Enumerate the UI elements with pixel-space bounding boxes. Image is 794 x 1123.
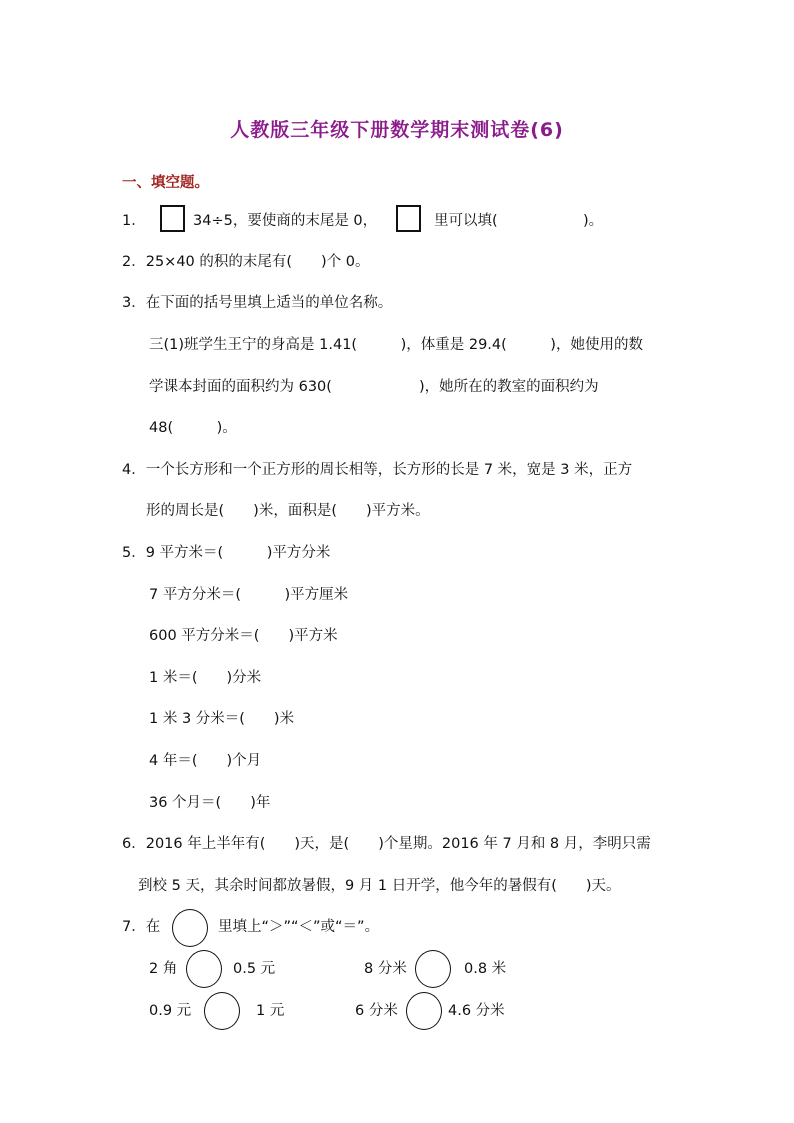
q1-number: 1． — [122, 213, 146, 229]
q3-line-1: 三(1)班学生王宁的身高是 1.41( )，体重是 29.4( )，她使用的数 — [149, 337, 643, 353]
q1-text-c: )。 — [583, 213, 604, 229]
q6-line-1: 6．2016 年上半年有( )天，是( )个星期。2016 年 7 月和 8 月，李明只需 — [122, 836, 651, 852]
q7-number: 7．在 — [122, 919, 161, 935]
q5-line-7: 36 个月＝( )年 — [149, 795, 271, 811]
q7-instruction: 里填上“＞”“＜”或“＝”。 — [218, 919, 380, 935]
q1-answer-box-2[interactable] — [396, 205, 421, 232]
q1-text-a: 34÷5，要使商的末尾是 0， — [193, 213, 378, 229]
q4-line-1: 4．一个长方形和一个正方形的周长相等，长方形的长是 7 米，宽是 3 米，正方 — [122, 462, 633, 478]
q7-d-compare-circle[interactable] — [406, 992, 442, 1030]
page-title: 人教版三年级下册数学期末测试卷(6) — [230, 119, 564, 141]
q5-line-2: 7 平方分米＝( )平方厘米 — [149, 587, 349, 603]
q7-a-compare-circle[interactable] — [186, 950, 222, 988]
q5-line-5: 1 米 3 分米＝( )米 — [149, 711, 295, 727]
section-heading-fill-in: 一、填空题。 — [122, 175, 209, 191]
q6-line-2: 到校 5 天，其余时间都放暑假，9 月 1 日开学，他今年的暑假有( )天。 — [138, 878, 621, 894]
q7-a-right: 0.5 元 — [233, 961, 276, 977]
q7-d-right: 4.6 分米 — [448, 1003, 505, 1019]
q5-line-1: 5．9 平方米＝( )平方分米 — [122, 545, 331, 561]
q4-line-2: 形的周长是( )米，面积是( )平方米。 — [146, 503, 430, 519]
q3-line-3: 48( )。 — [149, 420, 237, 436]
q7-c-compare-circle[interactable] — [204, 992, 240, 1030]
q3-heading: 3．在下面的括号里填上适当的单位名称。 — [122, 295, 393, 311]
q7-c-left: 0.9 元 — [149, 1003, 192, 1019]
q7-b-right: 0.8 米 — [464, 961, 507, 977]
q7-c-right: 1 元 — [256, 1003, 285, 1019]
q7-a-left: 2 角 — [149, 961, 178, 977]
q2-text: 2．25×40 的积的末尾有( )个 0。 — [122, 254, 370, 270]
q1-text-b: 里可以填( — [434, 213, 498, 229]
q7-b-left: 8 分米 — [364, 961, 407, 977]
q7-example-circle — [172, 909, 208, 947]
q7-d-left: 6 分米 — [355, 1003, 398, 1019]
q5-line-6: 4 年＝( )个月 — [149, 753, 262, 769]
q5-line-3: 600 平方分米＝( )平方米 — [149, 628, 338, 644]
q7-b-compare-circle[interactable] — [415, 950, 451, 988]
q1-answer-box-1[interactable] — [160, 205, 185, 232]
q5-line-4: 1 米＝( )分米 — [149, 670, 262, 686]
q3-line-2: 学课本封面的面积约为 630( )，她所在的教室的面积约为 — [149, 379, 599, 395]
